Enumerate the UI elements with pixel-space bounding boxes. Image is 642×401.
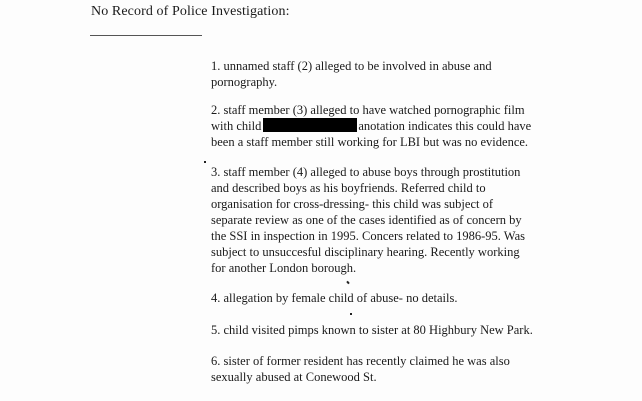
item-text-line: 5. child visited pimps known to sister at 80 Highbury New Park. (211, 323, 533, 337)
item-text-line: 6. sister of former resident has recently claimed he was also (211, 354, 510, 368)
list-item-1 (211, 58, 611, 90)
scan-speck (350, 313, 352, 315)
item-text-line: and described boys as his boyfriends. Referred child to (211, 181, 486, 195)
list-item-2 (211, 102, 611, 150)
item-text-line: 1. unnamed staff (2) alleged to be involved in abuse and (211, 59, 492, 73)
list-item-5 (211, 322, 611, 338)
item-text-line: for another London borough. (211, 261, 357, 275)
scan-speck (204, 161, 206, 163)
redaction-block (263, 118, 357, 132)
item-text-line: pornography. (211, 75, 278, 89)
item-text-line: separate review as one of the cases identified as of concern by (211, 213, 522, 227)
item-text-line: 2. staff member (3) alleged to have watched pornographic film (211, 103, 525, 117)
section-heading: No Record of Police Investigation: (91, 4, 290, 19)
item-text-after-redaction: anotation indicates this could have (358, 119, 532, 133)
list-item-6 (211, 353, 611, 385)
scan-speck (346, 281, 349, 285)
item-text-line: subject to unsuccesful disciplinary hearing. Recently working (211, 245, 520, 259)
item-text-line: been a staff member still working for LBI but was no evidence. (211, 135, 529, 149)
item-text-line: organisation for cross-dressing- this child was subject of (211, 197, 494, 211)
list-item-4 (211, 290, 611, 306)
heading-underline (90, 35, 202, 36)
item-text-line: sexually abused at Conewood St. (211, 370, 377, 384)
item-text-before-redaction: with child (211, 119, 262, 133)
item-text-line-redacted (211, 118, 611, 134)
item-text-line: 4. allegation by female child of abuse- no details. (211, 291, 458, 305)
list-item-3 (211, 164, 611, 276)
item-text-line: the SSI in inspection in 1995. Concers related to 1986-95. Was (211, 229, 525, 243)
item-text-line: 3. staff member (4) alleged to abuse boys through prostitution (211, 165, 521, 179)
